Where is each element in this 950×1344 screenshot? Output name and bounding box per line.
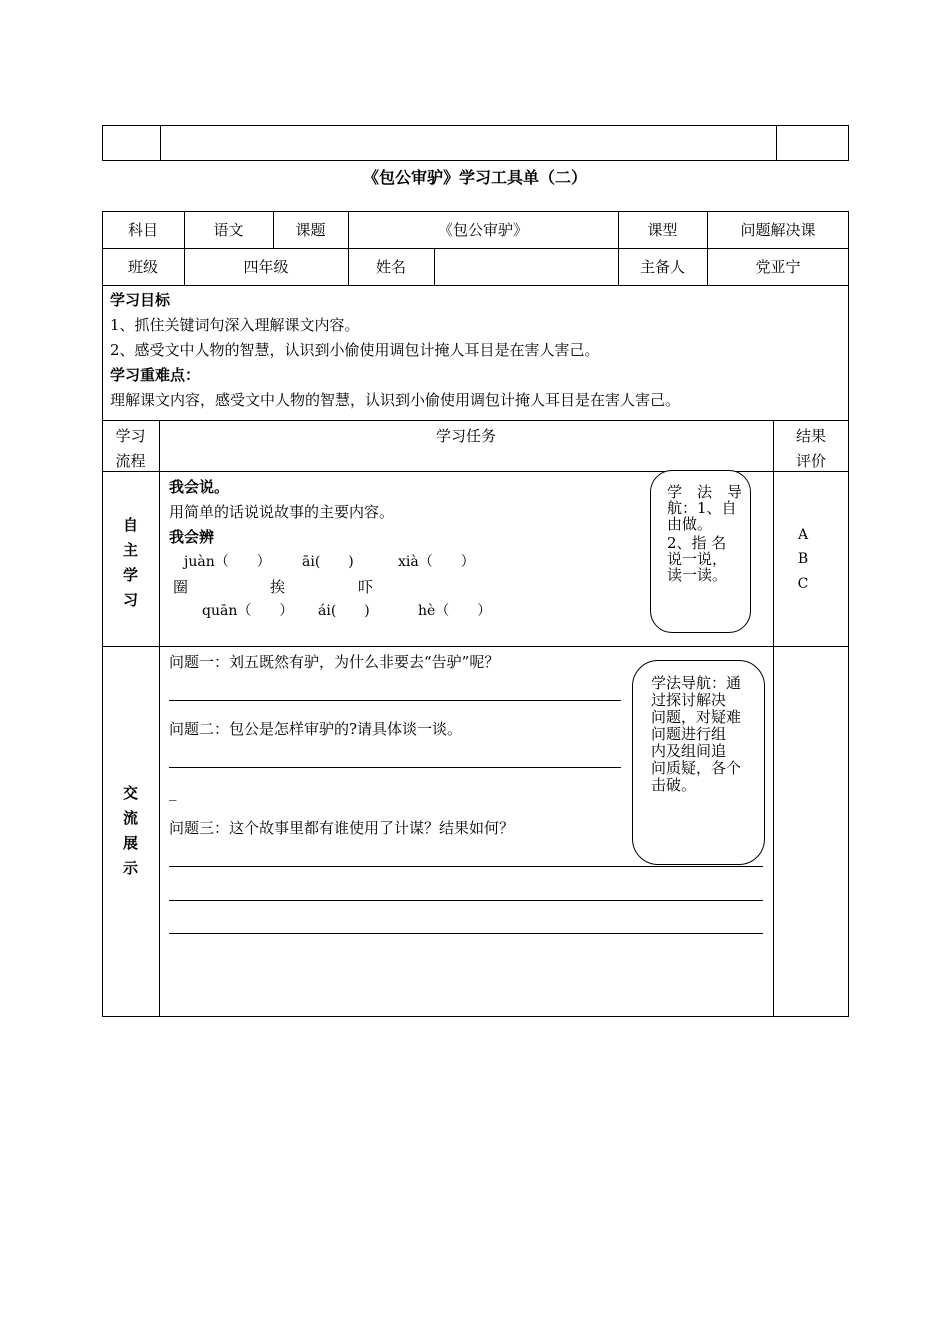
goal-item: 2、感受文中人物的智慧，认识到小偷使用调包计掩人耳目是在害人害己。 — [110, 341, 600, 359]
exchange-label: 示 — [122, 859, 138, 877]
class-label: 班级 — [127, 258, 158, 276]
distinguish-heading: 我会辨 — [169, 528, 215, 546]
row-divider — [102, 646, 849, 647]
question-3: 问题三：这个故事里都有谁使用了计谋？结果如何？ — [169, 819, 515, 837]
nav-line: 航：1、自 — [667, 499, 737, 517]
pinyin-quan: quān（ ） — [202, 603, 294, 619]
eval-header-1: 结果 — [795, 427, 826, 445]
process-header-1: 学习 — [115, 427, 146, 445]
pinyin-he: hè（ ） — [418, 603, 492, 619]
nav-line: 内及组间追 — [651, 742, 727, 760]
name-value — [434, 248, 618, 285]
question-1: 问题一：刘五既然有驴，为什么非要去“告驴”呢？ — [169, 653, 500, 671]
grade-c: C — [797, 576, 809, 592]
self-study-label: 主 — [122, 541, 138, 559]
answer-line[interactable] — [169, 767, 621, 768]
key-points-heading: 学习重难点： — [110, 366, 201, 384]
nav-line: 学 法 导 — [667, 483, 743, 501]
nav-line: 说一说， — [667, 550, 728, 568]
char-quan: 圈 — [173, 578, 189, 596]
self-study-label: 自 — [122, 516, 138, 534]
nav-line: 过探讨解决 — [651, 691, 727, 709]
top-header-divider — [160, 125, 161, 161]
eval-header-2: 评价 — [795, 452, 826, 470]
eval-col-divider — [773, 420, 774, 1017]
speak-heading: 我会说。 — [169, 478, 230, 496]
subject-value: 语文 — [213, 221, 244, 239]
process-col-divider — [159, 420, 160, 1017]
self-study-label: 习 — [122, 591, 138, 609]
nav-line: 2、指 名 — [667, 534, 727, 552]
exchange-label: 流 — [122, 809, 138, 827]
goals-heading: 学习目标 — [110, 291, 171, 309]
question-2: 问题二：包公是怎样审驴的?请具体谈一谈。 — [169, 720, 463, 738]
grade-b: B — [797, 551, 809, 567]
pinyin-ai2: ái( ) — [318, 603, 370, 619]
char-ai: 挨 — [270, 578, 286, 596]
pinyin-ai: āi( ) — [302, 554, 354, 570]
name-label: 姓名 — [375, 258, 406, 276]
exchange-label: 展 — [122, 834, 138, 852]
nav-line: 问题进行组 — [651, 725, 727, 743]
exchange-label: 交 — [122, 784, 138, 802]
top-header-divider — [776, 125, 777, 161]
grade-a: A — [797, 527, 809, 543]
nav-line: 击破。 — [651, 776, 697, 794]
type-label: 课型 — [647, 221, 678, 239]
nav-line: 读一读。 — [667, 566, 728, 584]
task-header: 学习任务 — [435, 427, 496, 445]
char-xia: 吓 — [358, 578, 374, 596]
self-study-label: 学 — [122, 566, 138, 584]
answer-line[interactable] — [169, 933, 763, 934]
pinyin-juan: juàn（ ） — [184, 554, 271, 570]
preparer-value: 党亚宁 — [755, 258, 801, 276]
type-value: 问题解决课 — [740, 221, 816, 239]
nav-line: 由做。 — [667, 515, 713, 533]
key-points-text: 理解课文内容，感受文中人物的智慧，认识到小偷使用调包计掩人耳目是在害人害己。 — [110, 391, 681, 409]
preparer-label: 主备人 — [639, 258, 685, 276]
nav-line: 问题，对疑难 — [651, 708, 742, 726]
page-title: 《包公审驴》学习工具单（二） — [362, 168, 587, 187]
row-divider — [102, 285, 849, 286]
topic-value: 《包公审驴》 — [437, 221, 528, 239]
nav-line: 问质疑，各个 — [651, 759, 742, 777]
row-divider — [102, 420, 849, 421]
class-value: 四年级 — [243, 258, 289, 276]
goal-item: 1、抓住关键词句深入理解课文内容。 — [110, 316, 360, 334]
answer-line[interactable] — [169, 700, 621, 701]
answer-line[interactable] — [169, 900, 763, 901]
top-header-table — [102, 125, 849, 161]
pinyin-xia: xià（ ） — [398, 554, 475, 570]
nav-line: 学法导航：通 — [651, 674, 742, 692]
dash-mark: _ — [169, 783, 177, 801]
topic-label: 课题 — [295, 221, 326, 239]
process-header-2: 流程 — [115, 452, 146, 470]
subject-label: 科目 — [127, 221, 158, 239]
answer-line[interactable] — [169, 866, 763, 867]
speak-text: 用简单的话说说故事的主要内容。 — [169, 503, 395, 521]
